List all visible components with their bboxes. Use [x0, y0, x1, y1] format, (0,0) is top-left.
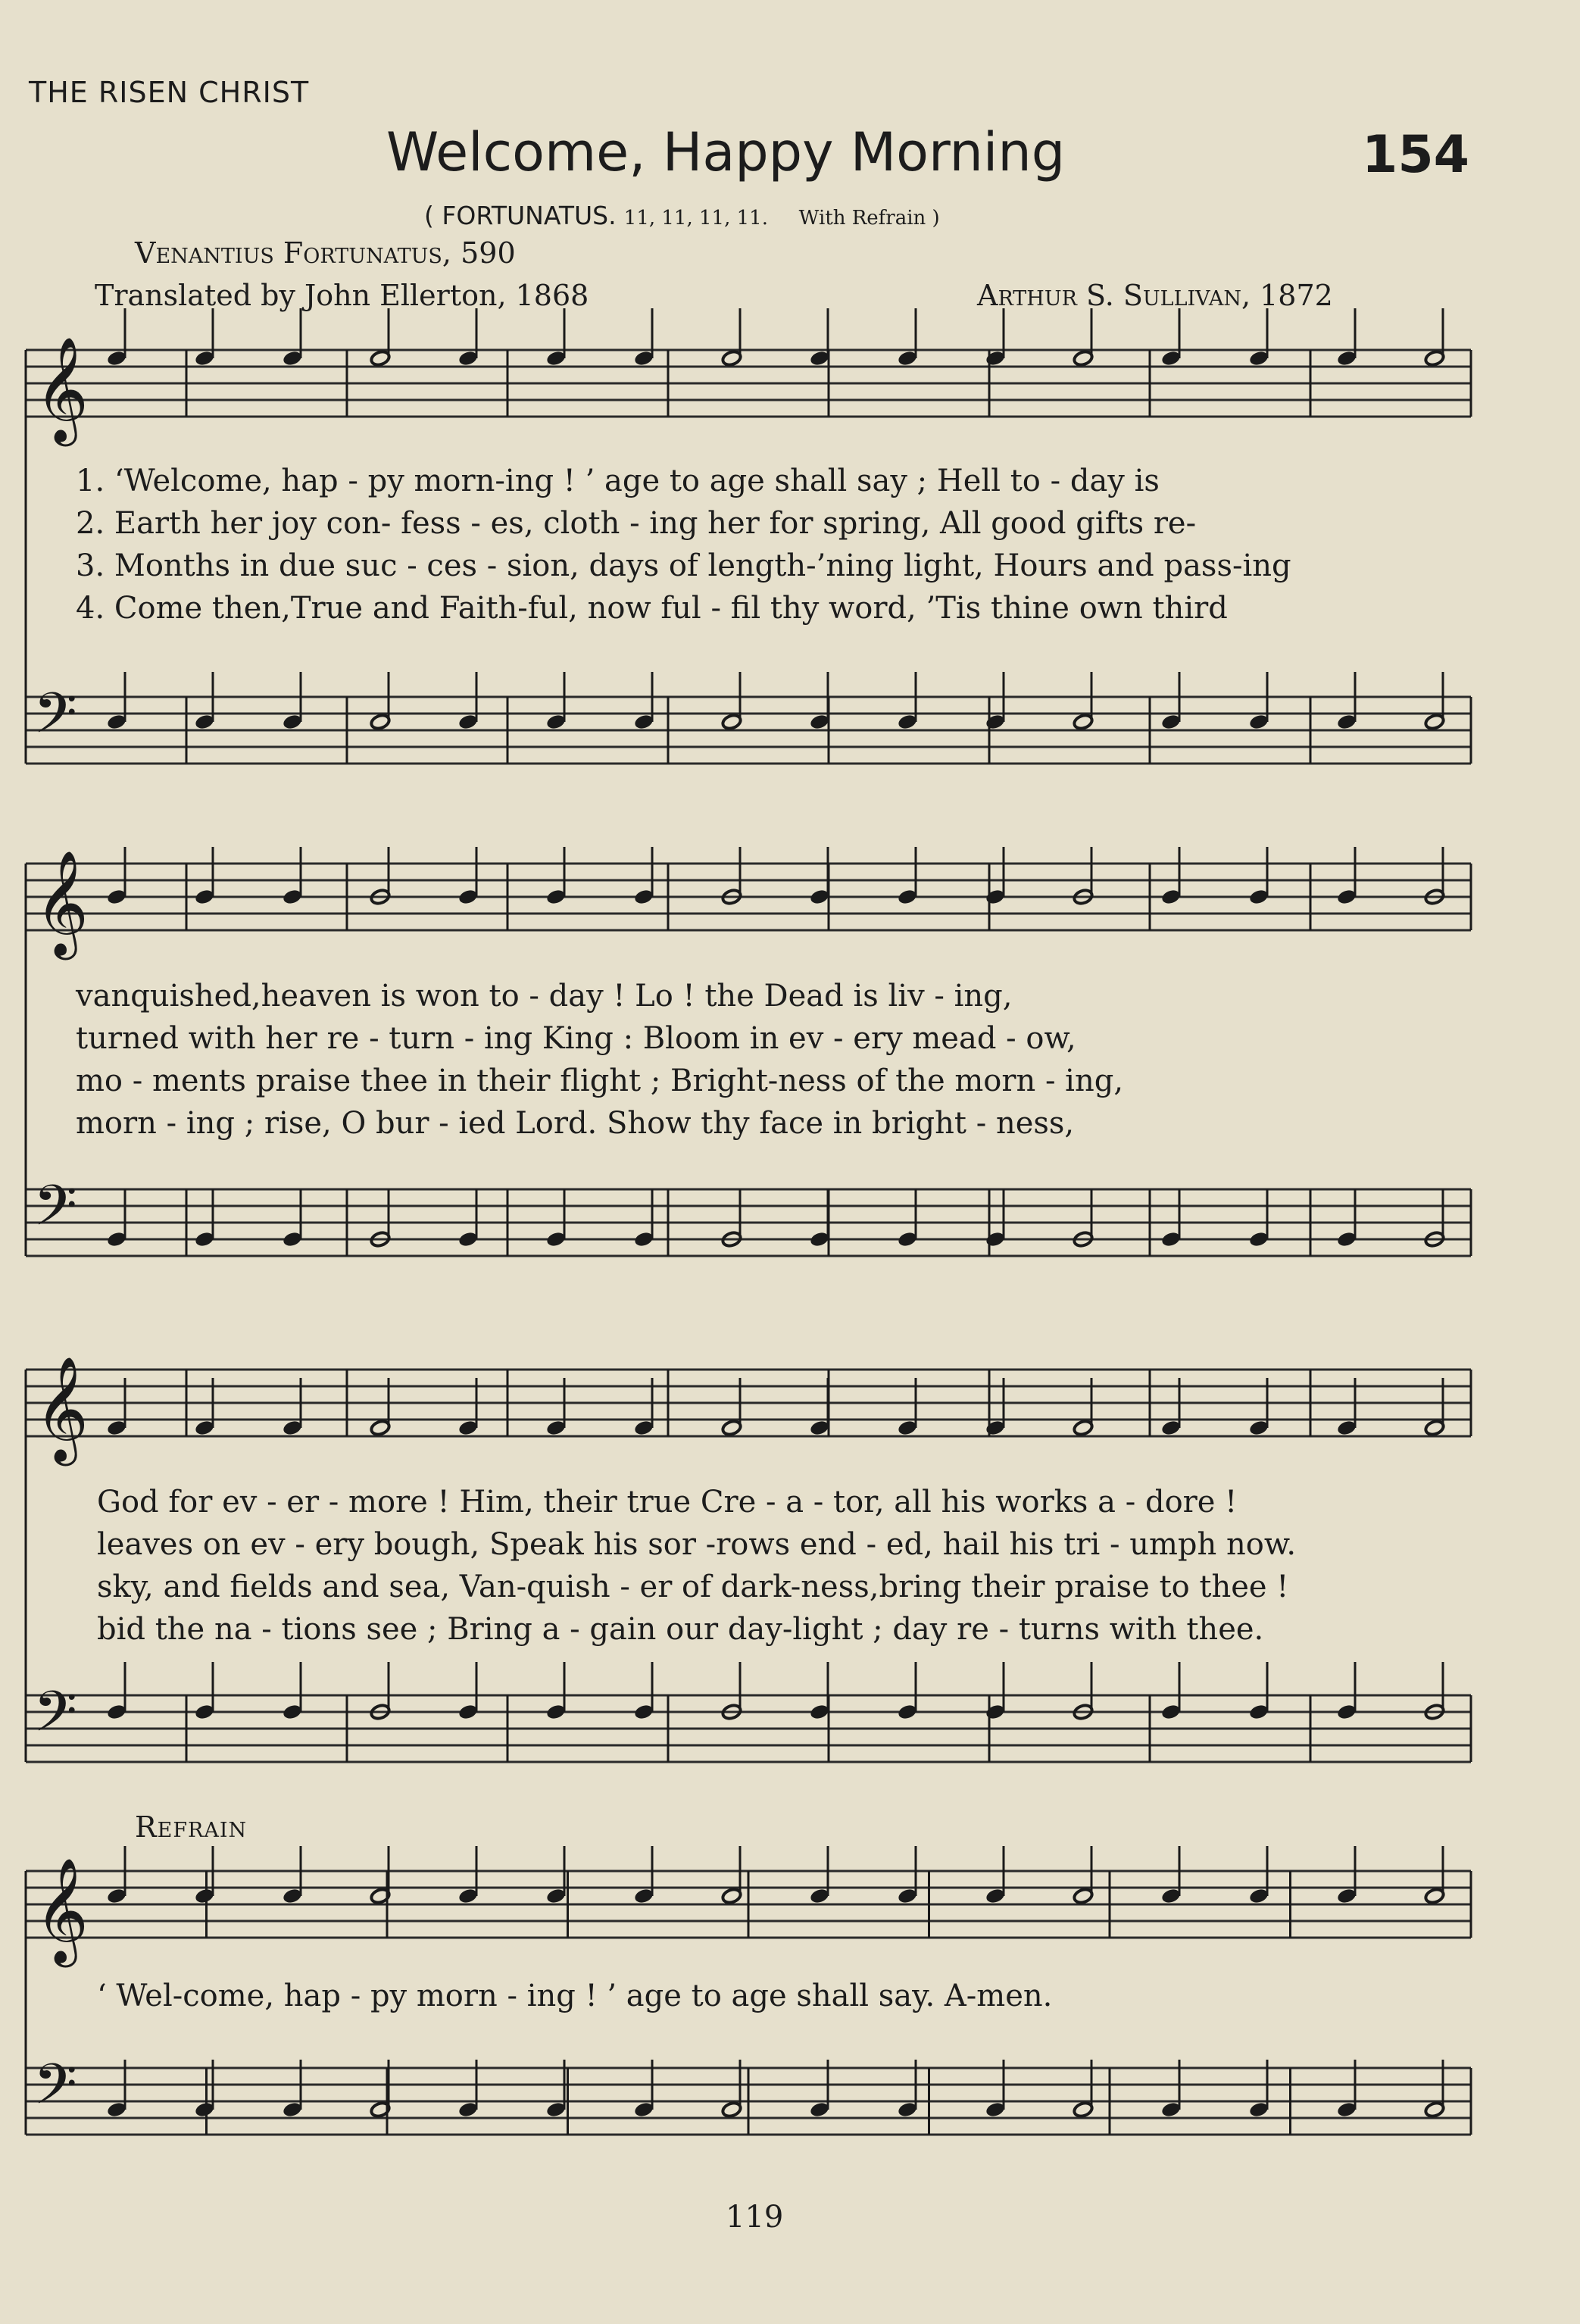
tune-name: ( FORTUNATUS.	[424, 201, 617, 230]
bass-clef: 𝄢	[33, 2051, 77, 2132]
lyric-line: morn - ing ; rise, O bur - ied Lord. Show thy face in bright - ness,	[76, 1106, 1075, 1141]
lyric-line: God for ev - er - more ! Him, their true Cre - a - tor, all his works a - dore !	[97, 1485, 1238, 1520]
composer-credit: Arthur S. Sullivan, 1872	[977, 279, 1333, 312]
hymn-number: 154	[1362, 125, 1469, 185]
lyric-line: ‘ Wel-come, hap - py morn - ing ! ’ age to age shall say. A-men.	[97, 1979, 1053, 2013]
treble-clef: 𝄞	[35, 336, 89, 442]
refrain-label: Refrain	[135, 1810, 248, 1844]
treble-clef: 𝄞	[35, 1356, 89, 1462]
lyric-line: bid the na - tions see ; Bring a - gain our day-light ; day re - turns with thee.	[97, 1612, 1264, 1647]
lyric-line: sky, and fields and sea, Van-quish - er of dark-ness,bring their praise to thee !	[97, 1570, 1289, 1604]
meter: 11, 11, 11, 11.	[623, 207, 768, 230]
section-title: THE RISEN CHRIST	[29, 76, 310, 109]
lyric-line: mo - ments praise thee in their flight ; Bright-ness of the morn - ing,	[76, 1064, 1124, 1098]
translator-credit: Translated by John Ellerton, 1868	[95, 279, 589, 312]
lyric-line: vanquished,heaven is won to - day ! Lo ! the Dead is liv - ing,	[76, 979, 1013, 1014]
bass-clef: 𝄢	[33, 680, 77, 761]
lyric-line: 3. Months in due suc - ces - sion, days of length-’ning light, Hours and pass-ing	[76, 548, 1291, 583]
page-number: 119	[726, 2200, 784, 2235]
lyric-line: turned with her re - turn - ing King : Bloom in ev - ery mead - ow,	[76, 1021, 1076, 1056]
lyric-line: 4. Come then,True and Faith-ful, now ful - fil thy word, ’Tis thine own third	[76, 591, 1228, 626]
bass-clef: 𝄢	[33, 1679, 77, 1759]
bass-clef: 𝄢	[33, 1173, 77, 1253]
treble-clef: 𝄞	[35, 1857, 89, 1963]
treble-clef: 𝄞	[35, 850, 89, 956]
author-credit: Venantius Fortunatus, 590	[135, 236, 516, 270]
lyric-line: 2. Earth her joy con- fess - es, cloth - ing her for spring, All good gifts re-	[76, 506, 1197, 541]
lyric-line: leaves on ev - ery bough, Speak his sor -rows end - ed, hail his tri - umph now.	[97, 1527, 1297, 1562]
refrain-note: With Refrain )	[798, 207, 940, 230]
hymn-title: Welcome, Happy Morning	[386, 121, 1066, 183]
lyric-line: 1. ‘Welcome, hap - py morn-ing ! ’ age to age shall say ; Hell to - day is	[76, 464, 1160, 498]
